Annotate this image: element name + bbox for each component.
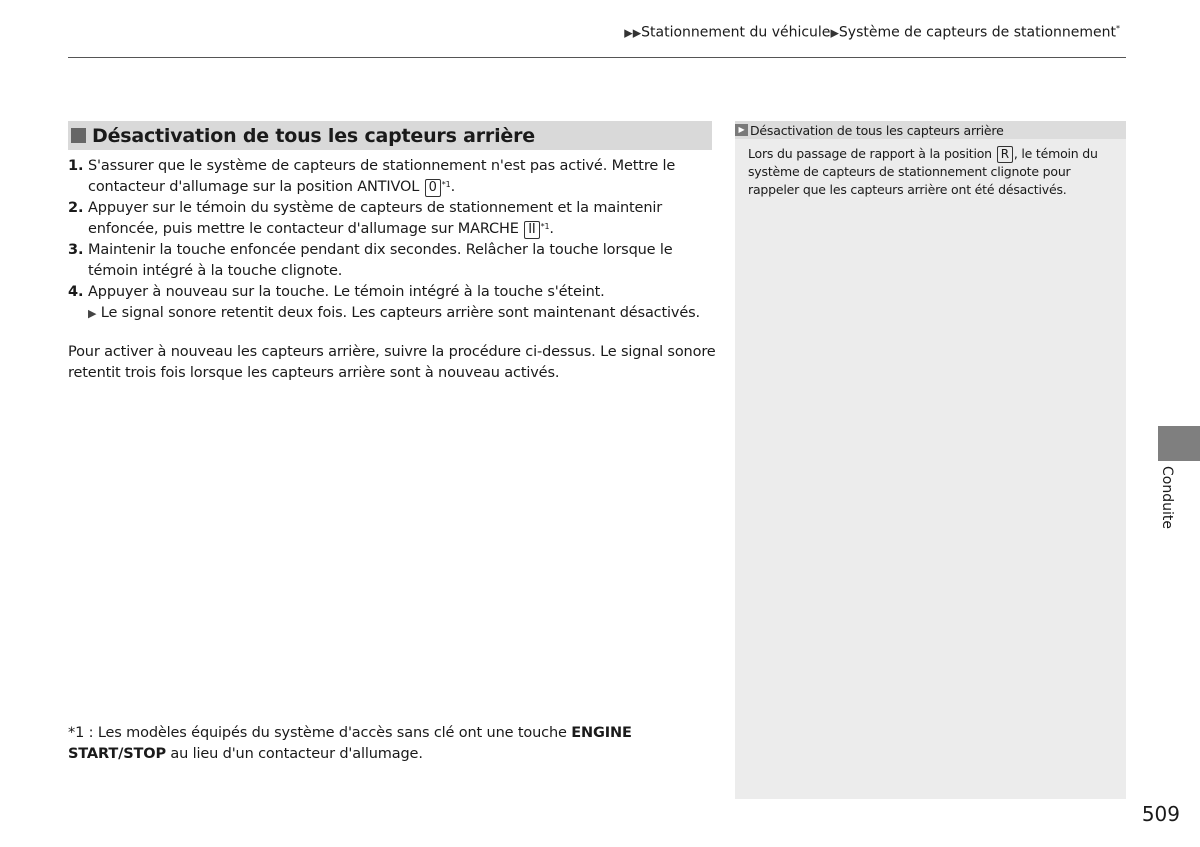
footnote-ref: *1: [441, 180, 451, 189]
sidebar-note: [735, 121, 1126, 799]
step-2: [68, 198, 716, 240]
step-text-end: .: [450, 179, 456, 195]
sidebar-title: Désactivation de tous les capteurs arrière: [750, 122, 1004, 138]
step-text: Maintenir la touche enfoncée pendant dix secondes. Relâcher la touche lorsque le témoin intégré à la touche clignote.: [88, 242, 673, 279]
sidebar-text-end: , le témoin du système de capteurs de stationnement clignote pour rappeler que les capteurs arrière ont été désactivés.: [748, 146, 1098, 197]
reactivation-paragraph: Pour activer à nouveau les capteurs arrière, suivre la procédure ci-dessus. Le signal sonore retentit trois fois lorsque les capteurs arrière sont à nouveau activés.: [68, 344, 716, 381]
footnote-prefix: *1 : Les modèles équipés du système d'accès sans clé ont une touche: [68, 725, 572, 741]
double-arrow-icon: ▶▶: [624, 26, 642, 40]
footnote: [68, 723, 718, 765]
section-title: Désactivation de tous les capteurs arrière: [92, 124, 535, 147]
step-text: S'assurer que le système de capteurs de stationnement n'est pas activé. Mettre le contacteur d'allumage sur la position ANTIVOL: [88, 158, 676, 195]
breadcrumb-item-sensors: Système de capteurs de stationnement: [838, 24, 1116, 41]
result-text: Le signal sonore retentit deux fois. Les capteurs arrière sont maintenant désactivés.: [100, 305, 700, 321]
step-text: Appuyer sur le témoin du système de capteurs de stationnement et la maintenir enfoncée, puis mettre le contacteur d'allumage sur MARCHE: [88, 200, 663, 237]
gear-position-icon: R: [997, 146, 1013, 163]
breadcrumb: [624, 24, 1120, 41]
step-number: 1.: [68, 158, 84, 174]
reference-arrow-icon: ▶: [735, 124, 748, 136]
procedure-steps: [68, 156, 716, 324]
step-1: [68, 156, 716, 198]
header-divider: [68, 57, 1126, 58]
ignition-key-position-icon: II: [524, 221, 539, 239]
step-number: 3.: [68, 242, 84, 258]
step-number: 4.: [68, 284, 84, 300]
footnote-button-name: ENGINE START/STOP: [68, 725, 632, 762]
step-number: 2.: [68, 200, 84, 216]
step-3: [68, 240, 716, 282]
step-result: [88, 303, 716, 324]
chapter-tab: [1158, 426, 1200, 461]
sidebar-text-start: Lors du passage de rapport à la position: [748, 146, 996, 161]
page-number: 509: [1141, 802, 1180, 826]
sidebar-text: [748, 145, 1116, 199]
section-heading: [68, 121, 712, 150]
step-text: Appuyer à nouveau sur la touche. Le témoin intégré à la touche s'éteint.: [88, 284, 605, 300]
breadcrumb-item-parking: Stationnement du véhicule: [641, 24, 831, 41]
result-arrow-icon: ▶: [88, 307, 97, 320]
breadcrumb-asterisk: *: [1116, 24, 1120, 33]
chapter-tab-label: Conduite: [1159, 466, 1175, 529]
sidebar-title-bar: [735, 121, 1126, 139]
square-bullet-icon: [71, 128, 86, 143]
ignition-key-position-icon: 0: [425, 179, 441, 197]
footnote-suffix: au lieu d'un contacteur d'allumage.: [165, 746, 423, 762]
arrow-icon: ▶: [830, 26, 839, 40]
step-text-end: .: [549, 221, 554, 237]
footnote-ref: *1: [540, 222, 550, 231]
step-4: [68, 282, 716, 324]
